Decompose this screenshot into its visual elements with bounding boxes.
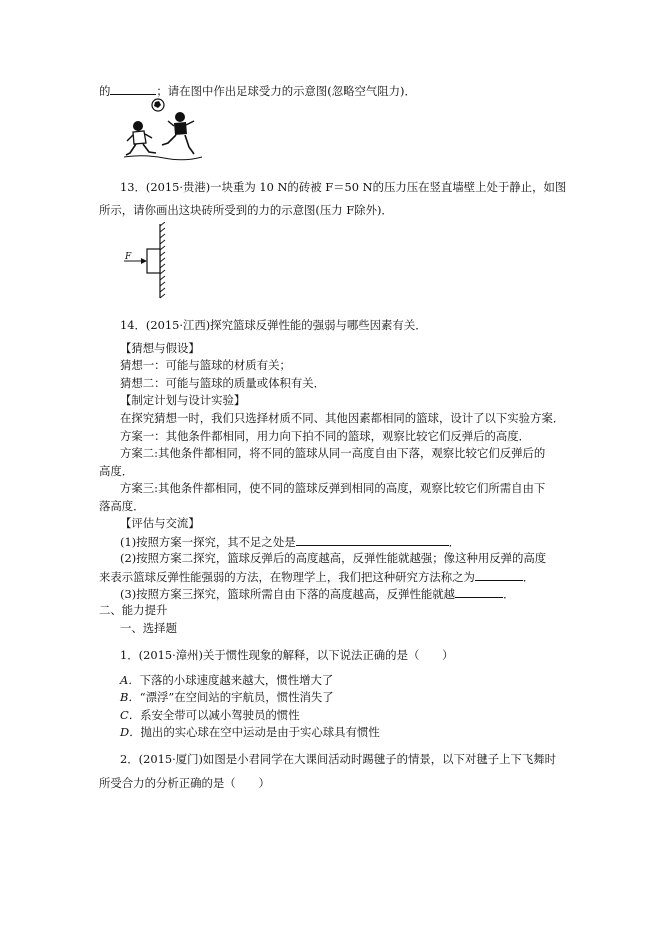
- mc1-source: (2015·漳州): [138, 648, 203, 662]
- q12-suffix: ；请在图中作出足球受力的示意图(忽略空气阻力)．: [156, 84, 416, 98]
- mc2-source: (2015·厦门): [138, 752, 203, 766]
- plan-2-line1: 方案二:其他条件都相同，将不同的篮球从同一高度自由下落，观察比较它们反弹后的: [120, 446, 546, 460]
- football-kick-figure: [124, 97, 204, 161]
- option-label: D．: [120, 725, 141, 739]
- eval-2-line1: (2)按照方案二探究，篮球反弹后的高度越高，反弹性能就越强；像这种用反弹的高度: [120, 551, 547, 565]
- option-label: B．: [120, 690, 140, 704]
- eval-3-text: (3)按照方案三探究，篮球所需自由下落的高度越高，反弹性能就越: [120, 587, 456, 601]
- mc1-text: 关于惯性现象的解释，以下说法正确的是（ ）: [202, 648, 454, 662]
- answer-blank[interactable]: [110, 83, 156, 95]
- guess-2: 猜想二：可能与篮球的质量或体积有关．: [120, 376, 326, 390]
- plan-intro: 在探究猜想一时，我们只选择材质不同、其他因素都相同的篮球，设计了以下实验方案．: [120, 411, 565, 425]
- q14-line1: [120, 318, 427, 332]
- q14-source: (2015·江西): [145, 318, 211, 332]
- mc1-option-d[interactable]: [120, 725, 380, 739]
- answer-blank[interactable]: [475, 569, 523, 581]
- force-label: F: [125, 252, 132, 262]
- plan-3-line1: 方案三:其他条件都相同，使不同的篮球反弹到相同的高度，观察比较它们所需自由下: [120, 481, 546, 495]
- option-text: 系安全带可以减小驾驶员的惯性: [140, 708, 300, 722]
- eval-3-end: ．: [503, 587, 515, 601]
- option-text: “漂浮”在空间站的宇航员，惯性消失了: [139, 690, 334, 704]
- option-text: 下落的小球速度越来越大，惯性增大了: [139, 673, 334, 687]
- eval-1: [120, 534, 460, 549]
- answer-blank[interactable]: [455, 586, 503, 598]
- mc2-stem-line1: [120, 752, 556, 766]
- section-title: 二、能力提升: [99, 603, 168, 617]
- q13-source: (2015·贵港): [145, 180, 211, 194]
- plan-3-line2: 落高度．: [99, 499, 145, 513]
- section-subtitle: 一、选择题: [120, 621, 177, 635]
- guess-1: 猜想一：可能与篮球的材质有关；: [120, 358, 291, 372]
- mc2-stem-line2: 所受合力的分析正确的是（ ）: [99, 776, 270, 790]
- heading-eval: 【评估与交流】: [120, 516, 200, 530]
- mc1-number: 1．: [120, 648, 139, 662]
- q14-text: 探究篮球反弹性能的强弱与哪些因素有关．: [210, 318, 427, 332]
- q14-number: 14．: [120, 318, 146, 332]
- eval-1-end: ．: [448, 535, 461, 549]
- heading-plan: 【制定计划与设计实验】: [120, 393, 246, 407]
- mc1-option-a[interactable]: [120, 673, 333, 687]
- q13-line1: [120, 180, 566, 194]
- mc1-stem: [120, 648, 454, 662]
- mc2-number: 2．: [120, 752, 139, 766]
- mc1-option-c[interactable]: [120, 708, 300, 722]
- heading-guess: 【猜想与假设】: [120, 341, 200, 355]
- q13-number: 13．: [120, 180, 146, 194]
- plan-1: 方案一：其他条件都相同，用力向下拍不同的篮球，观察比较它们反弹后的高度．: [120, 429, 531, 443]
- mc1-option-b[interactable]: [120, 690, 334, 704]
- q13-line2: 所示，请你画出这块砖所受到的力的示意图(压力 F除外)．: [99, 203, 393, 217]
- eval-3: [120, 586, 514, 601]
- mc2-text: 如图是小君同学在大课间活动时踢毽子的情景，以下对毽子上下飞舞时: [202, 752, 557, 766]
- q13-text: 一块重为 10 N的砖被 F＝50 N的压力压在竖直墙壁上处于静止，如图: [210, 180, 567, 194]
- eval-1-text: (1)按照方案一探究，其不足之处是: [120, 535, 296, 549]
- option-text: 抛出的实心球在空中运动是由于实心球具有惯性: [140, 725, 380, 739]
- q12-line: [99, 83, 416, 98]
- eval-2-end: ．: [522, 570, 535, 584]
- answer-blank[interactable]: [296, 534, 449, 546]
- option-label: C．: [120, 708, 141, 722]
- eval-2-line2: [99, 569, 534, 584]
- q12-prefix: 的: [99, 84, 111, 98]
- eval-2-text: 来表示篮球反弹性能强弱的方法，在物理学上，我们把这种研究方法称之为: [99, 570, 475, 584]
- option-label: A．: [120, 673, 140, 687]
- plan-2-line2: 高度．: [99, 464, 134, 478]
